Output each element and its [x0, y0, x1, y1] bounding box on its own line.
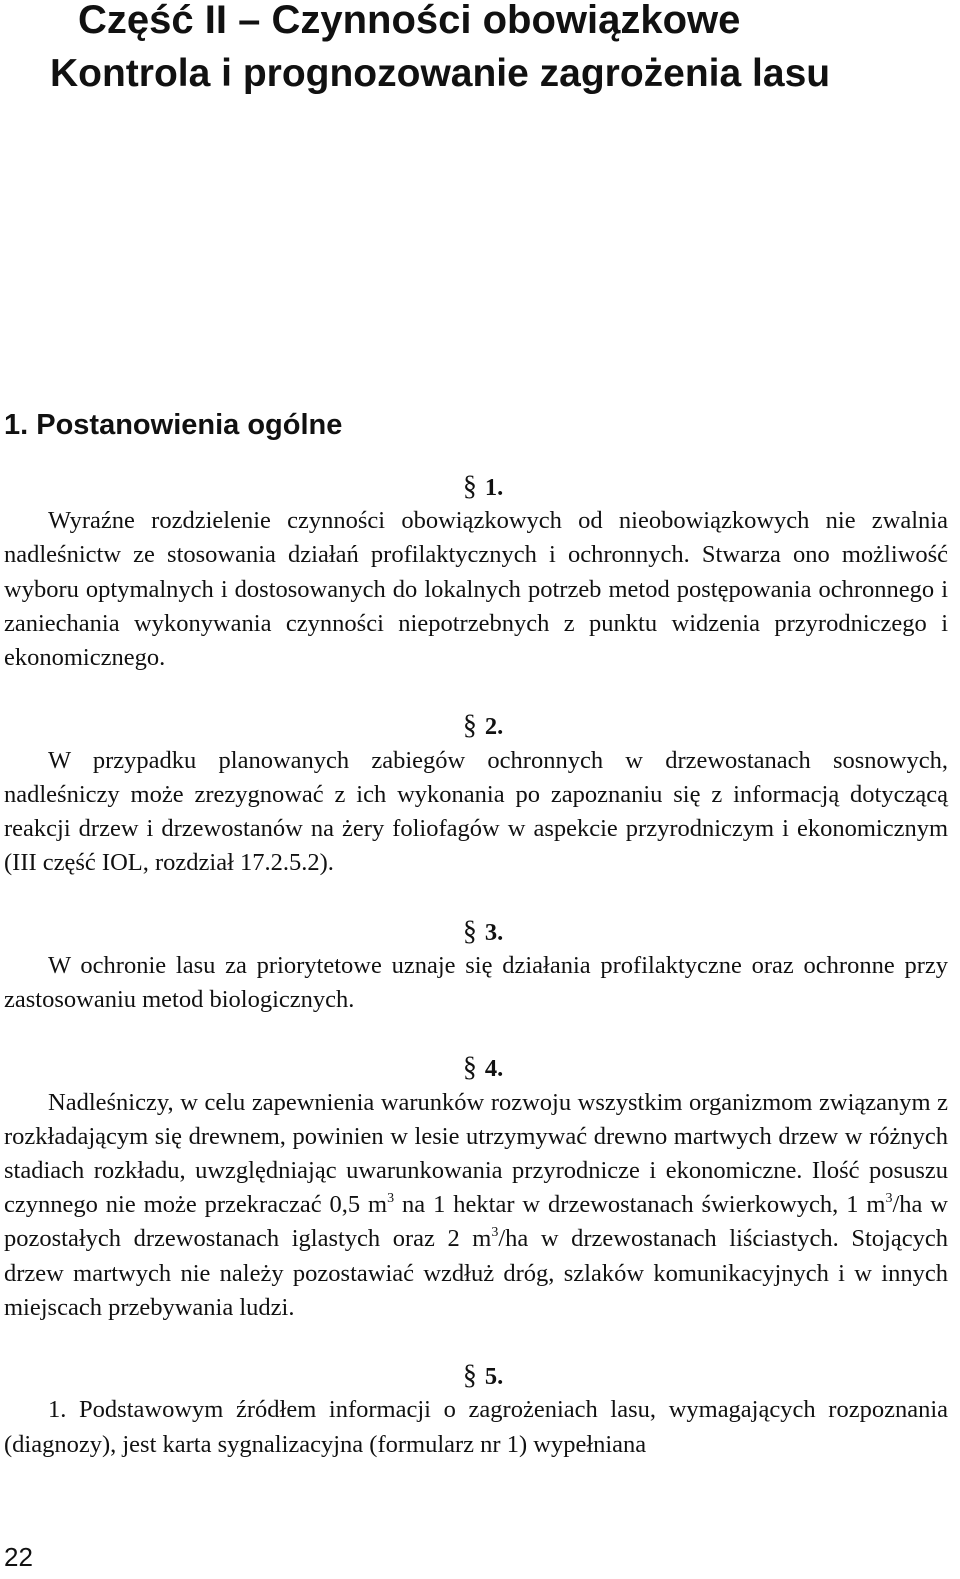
- section-sign-icon: §: [462, 1360, 477, 1392]
- text-segment: na 1 hektar w drzewostanach świerkowych, 1 m: [394, 1191, 886, 1219]
- section-sign-icon: §: [462, 915, 477, 947]
- paragraph-5: [4, 1359, 948, 1462]
- document-body: [4, 470, 948, 1462]
- superscript: 3: [387, 1191, 395, 1207]
- superscript: 3: [885, 1191, 893, 1207]
- paragraph-text: W przypadku planowanych zabiegów ochronnych w drzewostanach sosnowych, nadleśniczy może zrezygnować z ich wykonania po zapoznaniu się z informacją dotyczącą reakcji drzew i drzewostanów na żery foliofagów w aspekcie przyrodniczym i ekonomicznym (III część IOL, rozdział 17.2.5.2).: [4, 746, 948, 877]
- paragraph-mark: [4, 470, 948, 504]
- paragraph-4: [4, 1051, 948, 1325]
- paragraph-number: 2.: [484, 713, 504, 741]
- paragraph-text: W ochronie lasu za priorytetowe uznaje się działania profilaktyczne oraz ochronne przy zastosowaniu metod biologicznych.: [4, 951, 948, 1013]
- section-sign-icon: §: [462, 710, 477, 742]
- superscript: 3: [491, 1225, 499, 1241]
- paragraph-text: 1. Podstawowym źródłem informacji o zagrożeniach lasu, wymagających rozpoznania (diagnozy), jest karta sygnalizacyjna (formularz nr 1) wypełniana: [4, 1396, 948, 1458]
- paragraph-text: [4, 1086, 948, 1325]
- paragraph-text: Wyraźne rozdzielenie czynności obowiązkowych od nieobowiązkowych nie zwalnia nadleśnictw ze stosowania działań profilaktycznych i ochronnych. Stwarza ono możliwość wyboru optymalnych i dostosowanych do lokalnych potrzeb metod postępowania ochronnego i zaniechania wykonywania czynności niepotrzebnych z punktu widzenia przyrodniczego i ekonomicznego.: [4, 507, 948, 671]
- chapter-subtitle: Kontrola i prognozowanie zagrożenia lasu: [50, 52, 831, 95]
- section-sign-icon: §: [462, 471, 477, 502]
- chapter-title: Część II – Czynności obowiązkowe: [78, 0, 741, 42]
- paragraph-number: 1.: [484, 474, 504, 501]
- paragraph-2: [4, 709, 948, 880]
- paragraph-mark: [4, 1359, 948, 1393]
- page-number: 22: [4, 1542, 33, 1572]
- paragraph-number: 3.: [484, 918, 504, 946]
- paragraph-1: [4, 470, 948, 675]
- text-segment: Nadleśniczy, w celu zapewnienia warunków rozwoju wszystkim organizmom związanym z rozkładającym się drewnem, powinien w lesie utrzymywać drewno martwych drzew w różnych stadiach rozkładu, uwzględniając uwarunkowania przyrodnicze i ekonomiczne. Ilość posuszu czynnego nie może przekraczać 0,5 m: [4, 1088, 948, 1219]
- paragraph-number: 4.: [484, 1055, 504, 1083]
- paragraph-mark: [4, 915, 948, 949]
- section-heading: 1. Postanowienia ogólne: [4, 409, 343, 441]
- paragraph-mark: [4, 1051, 948, 1085]
- section-sign-icon: §: [462, 1052, 477, 1084]
- paragraph-mark: [4, 709, 948, 743]
- paragraph-3: [4, 915, 948, 1018]
- text-segment: /ha w pozostałych drzewostanach iglastych oraz 2 m: [4, 1191, 949, 1253]
- paragraph-number: 5.: [484, 1363, 504, 1391]
- text-segment: /ha w drzewostanach liściastych. Stojących drzew martwych nie należy pozostawiać wzdłuż dróg, szlaków komunikacyjnych i w innych miejscach przebywania ludzi.: [4, 1225, 948, 1321]
